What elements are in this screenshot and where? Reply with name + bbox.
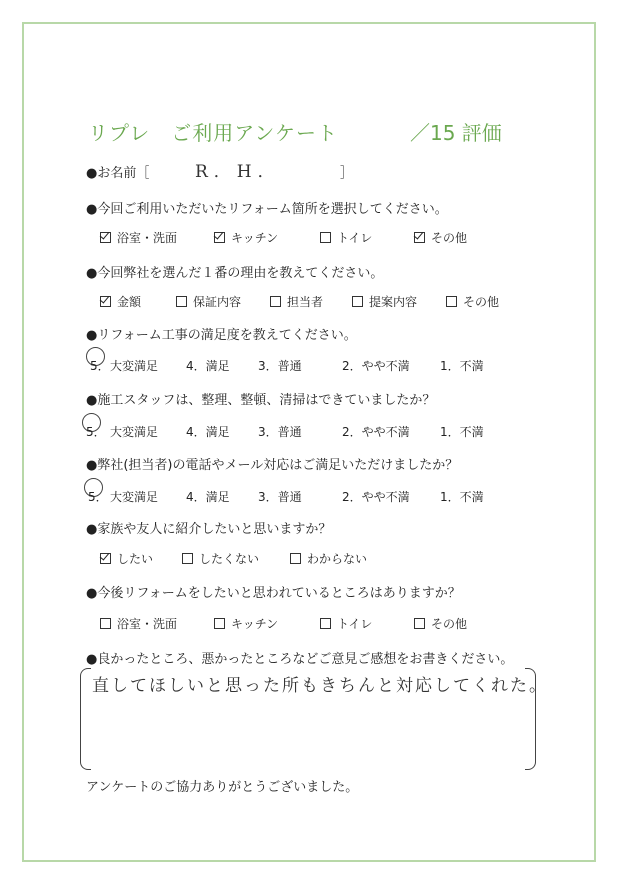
checkbox[interactable] [320,232,331,243]
q3-rating-2[interactable]: 2．やや不満 [342,359,410,373]
question-3: ●リフォーム工事の満足度を教えてください。 [86,328,357,343]
thanks-message: アンケートのご協力ありがとうございました。 [86,780,359,795]
checkbox[interactable] [414,232,425,243]
q1-option-toilet[interactable]: トイレ [320,229,372,246]
question-2: ●今回弊社を選んだ１番の理由を教えてください。 [86,266,384,281]
q5-rating-4[interactable]: 4．満足 [186,490,230,504]
q7-option-toilet[interactable]: トイレ [320,615,372,632]
form-title: リプレ ご利用アンケート [88,121,338,145]
checkbox[interactable] [100,618,111,629]
q7-option-bath[interactable]: 浴室・洗面 [100,615,177,632]
comment-bracket-left [80,668,91,770]
q5-rating-5-number[interactable]: 5． [88,490,108,504]
q2-option-warranty[interactable]: 保証内容 [176,293,241,310]
q2-option-proposal[interactable]: 提案内容 [352,293,417,310]
q1-option-bath[interactable]: 浴室・洗面 [100,229,177,246]
comment-answer: 直してほしいと思った所もきちんと対応してくれた。 [92,676,548,696]
q5-rating-3[interactable]: 3．普通 [258,490,302,504]
q3-rating-5[interactable]: 大変満足 [110,359,159,373]
checkbox[interactable] [446,296,457,307]
question-4: ●施工スタッフは、整理、整頓、清掃はできていましたか？ [86,393,436,408]
q4-rating-4[interactable]: 4．満足 [186,425,230,439]
checkbox[interactable] [182,553,193,564]
checkbox[interactable] [414,618,425,629]
q4-rating-3[interactable]: 3．普通 [258,425,302,439]
question-7: ●今後リフォームをしたいと思われているところはありますか？ [86,586,461,601]
checkbox[interactable] [176,296,187,307]
q5-rating-5[interactable]: 大変満足 [110,490,159,504]
q4-rating-2[interactable]: 2．やや不満 [342,425,410,439]
checkbox[interactable] [100,553,111,564]
q2-option-staff[interactable]: 担当者 [270,293,323,310]
checkbox[interactable] [100,232,111,243]
q1-option-other[interactable]: その他 [414,229,467,246]
checkbox[interactable] [352,296,363,307]
q7-option-other[interactable]: その他 [414,615,467,632]
q3-rating-5-number[interactable]: 5． [90,359,110,373]
q5-rating-2[interactable]: 2．やや不満 [342,490,410,504]
name-value: R．H． [195,162,281,182]
checkbox[interactable] [320,618,331,629]
q2-option-price[interactable]: 金額 [100,293,141,310]
checkbox[interactable] [214,232,225,243]
question-5: ●弊社(担当者)の電話やメール対応はご満足いただけましたか？ [86,458,459,473]
q2-option-other[interactable]: その他 [446,293,499,310]
q1-option-kitchen[interactable]: キッチン [214,229,278,246]
checkbox[interactable] [270,296,281,307]
q3-rating-1[interactable]: 1．不満 [440,359,484,373]
q4-rating-1[interactable]: 1．不満 [440,425,484,439]
checkbox[interactable] [214,618,225,629]
q7-option-kitchen[interactable]: キッチン [214,615,278,632]
question-8: ●良かったところ、悪かったところなどご意見ご感想をお書きください。 [86,652,514,667]
checkbox[interactable] [290,553,301,564]
q6-option-unsure[interactable]: わからない [290,550,367,567]
score-label: ／15 評価 [410,121,502,145]
checkbox[interactable] [100,296,111,307]
name-close: ］ [340,166,354,181]
q4-rating-5-number[interactable]: 5． [86,425,106,439]
q6-option-no[interactable]: したくない [182,550,259,567]
q4-rating-5[interactable]: 大変満足 [110,425,159,439]
question-6: ●家族や友人に紹介したいと思いますか？ [86,522,332,537]
q5-rating-1[interactable]: 1．不満 [440,490,484,504]
q3-rating-4[interactable]: 4．満足 [186,359,230,373]
q3-rating-3[interactable]: 3．普通 [258,359,302,373]
name-label: ●お名前［ [86,166,150,181]
q6-option-yes[interactable]: したい [100,550,153,567]
question-1: ●今回ご利用いただいたリフォーム箇所を選択してください。 [86,202,448,217]
